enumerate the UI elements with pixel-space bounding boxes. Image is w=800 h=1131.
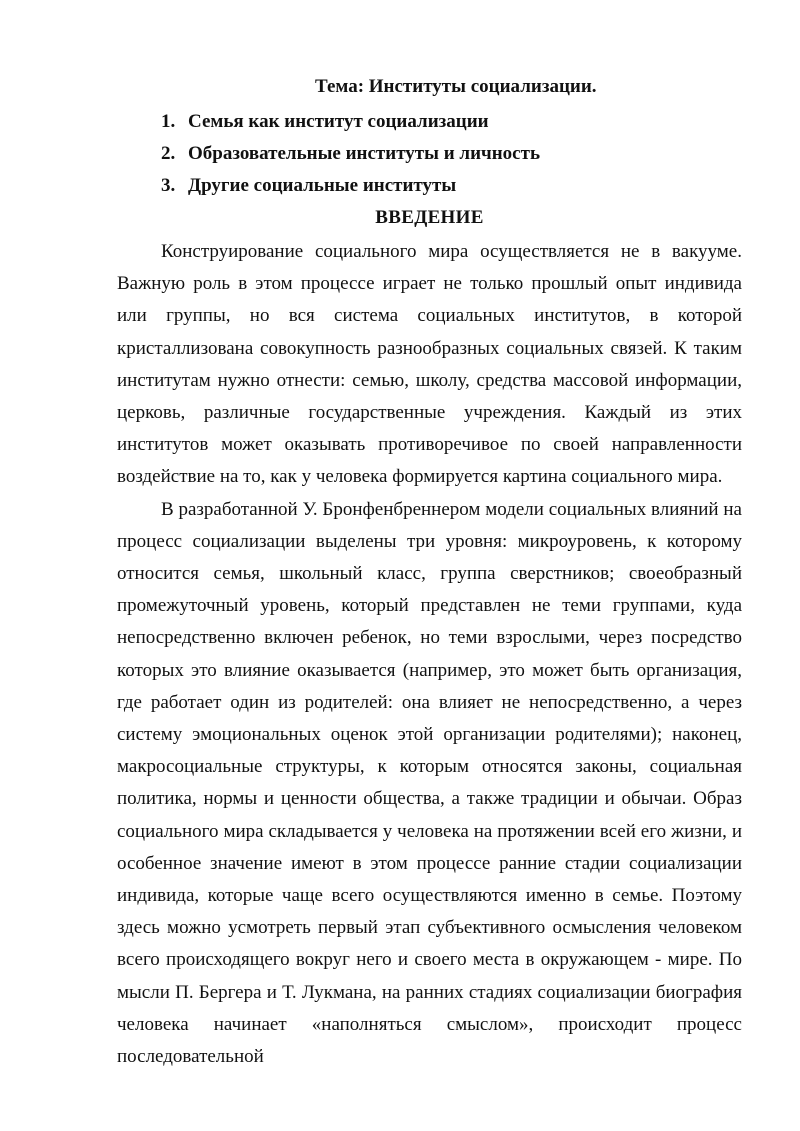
toc-item-number: 2. — [161, 143, 176, 164]
section-heading-introduction: ВВЕДЕНИЕ — [375, 207, 484, 228]
toc-item-number: 1. — [161, 111, 176, 132]
toc-item-label: Образовательные институты и личность — [188, 143, 540, 164]
toc-item-number: 3. — [161, 175, 176, 196]
toc-item-label: Семья как институт социализации — [188, 111, 489, 132]
paragraph-1: Конструирование социального мира осуществляется не в вакууме. Важную роль в этом процессе играет не только прошлый опыт индивида или группы, но вся система социальных институтов, в которой кристаллизована совокупность разнообразных социальных связей. К таким институтам нужно отнести: семью, школу, средства массовой информации, церковь, различные государственные учреждения. Каждый из этих институтов может оказывать противоречивое по своей направленности воздействие на то, как у человека формируется картина социального мира. — [117, 241, 742, 488]
table-of-contents — [117, 106, 742, 202]
toc-item-3 — [117, 170, 742, 202]
document-topic: Тема: Институты социализации. — [315, 76, 597, 97]
toc-item-2 — [117, 138, 742, 170]
toc-item-1 — [117, 106, 742, 138]
document-page — [117, 72, 742, 1073]
paragraph-2: В разработанной У. Бронфенбреннером модели социальных влияний на процесс социализации выделены три уровня: микроуровень, к которому относится семья, школьный класс, группа сверстников; своеобразный промежуточный уровень, который представлен не теми группами, куда непосредственно включен ребенок, но теми взрослыми, через посредство которых это влияние оказывается (например, это может быть организация, где работает один из родителей: она влияет не непосредственно, а через систему эмоциональных оценок этой организации родителями); наконец, макросоциальные структуры, к которым относятся законы, социальная политика, нормы и ценности общества, а также традиции и обычаи. Образ социального мира складывается у человека на протяжении всей его жизни, и особенное значение имеют в этом процессе ранние стадии социализации индивида, которые чаще всего осуществляются именно в семье. Поэтому здесь можно усмотреть первый этап субъективного осмысления человеком всего происходящего вокруг него и своего места в окружающем - мире. По мысли П. Бергера и Т. Лукмана, на ранних стадиях социализации биография человека начинает «наполняться смыслом», происходит процесс последовательной — [117, 498, 742, 1068]
toc-item-label: Другие социальные институты — [188, 175, 457, 196]
